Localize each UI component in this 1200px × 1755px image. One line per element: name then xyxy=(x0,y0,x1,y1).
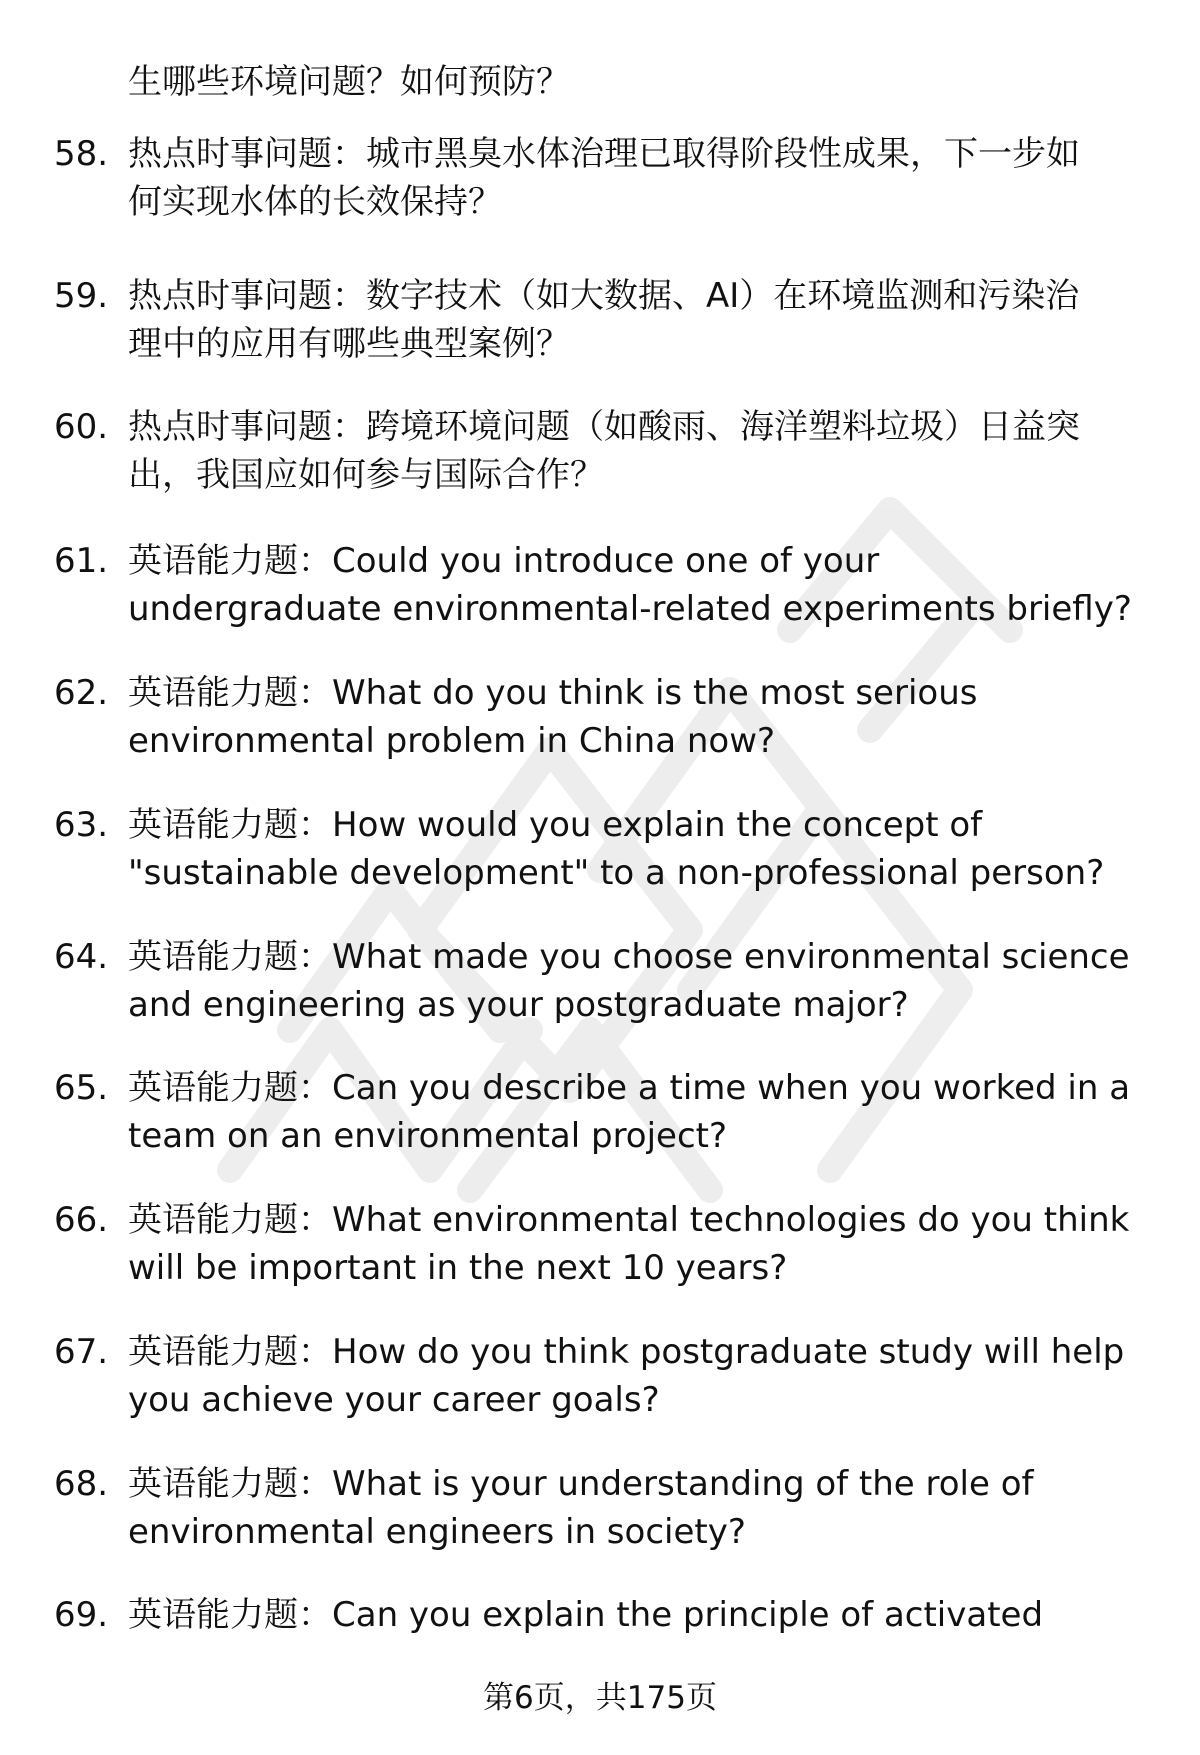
question-text xyxy=(128,669,1158,765)
question-text xyxy=(128,1064,1158,1160)
question-number: 59. xyxy=(54,276,109,316)
question-line: you achieve your career goals? xyxy=(128,1380,660,1420)
question-line: 英语能力题：Could you introduce one of your xyxy=(128,541,880,581)
question-line: environmental engineers in society? xyxy=(128,1512,746,1552)
question-number: 63. xyxy=(54,805,109,845)
question-text xyxy=(128,1196,1158,1292)
question-number: 61. xyxy=(54,541,109,581)
question-line: 英语能力题：Can you explain the principle of activated xyxy=(128,1595,1044,1635)
question-number: 58. xyxy=(54,134,109,174)
question-line: 英语能力题：What is your understanding of the role of xyxy=(128,1464,1034,1504)
question-text xyxy=(128,933,1158,1029)
question-line: and engineering as your postgraduate major? xyxy=(128,985,909,1025)
question-text xyxy=(128,537,1158,633)
question-number: 66. xyxy=(54,1200,109,1240)
question-text xyxy=(128,130,1158,226)
question-number: 69. xyxy=(54,1595,109,1635)
question-text xyxy=(128,1591,1158,1639)
question-line: 英语能力题：How do you think postgraduate study will help xyxy=(128,1332,1125,1372)
question-line: 热点时事问题：数字技术（如大数据、AI）在环境监测和污染治 xyxy=(128,276,1080,316)
question-number: 65. xyxy=(54,1068,109,1108)
question-line: 英语能力题：What made you choose environmental science xyxy=(128,937,1130,977)
question-line: 理中的应用有哪些典型案例？ xyxy=(128,324,570,364)
question-number: 67. xyxy=(54,1332,109,1372)
question-line: 热点时事问题：城市黑臭水体治理已取得阶段性成果，下一步如 xyxy=(128,134,1080,174)
question-line: environmental problem in China now? xyxy=(128,721,776,761)
question-number: 64. xyxy=(54,937,109,977)
question-line: will be important in the next 10 years? xyxy=(128,1248,788,1288)
question-number: 68. xyxy=(54,1464,109,1504)
continuation-line: 生哪些环境问题？如何预防？ xyxy=(128,62,570,102)
question-text xyxy=(128,1328,1158,1424)
question-line: 热点时事问题：跨境环境问题（如酸雨、海洋塑料垃圾）日益突 xyxy=(128,407,1080,447)
question-line: 英语能力题：What do you think is the most serious xyxy=(128,673,978,713)
question-text xyxy=(128,801,1158,897)
question-number: 60. xyxy=(54,407,109,447)
question-line: 英语能力题：How would you explain the concept of xyxy=(128,805,983,845)
question-line: 何实现水体的长效保持？ xyxy=(128,182,502,222)
question-line: 英语能力题：What environmental technologies do you think xyxy=(128,1200,1130,1240)
question-line: 英语能力题：Can you describe a time when you worked in a xyxy=(128,1068,1131,1108)
question-line: 出，我国应如何参与国际合作？ xyxy=(128,455,604,495)
question-text xyxy=(128,403,1158,499)
question-text xyxy=(128,272,1158,368)
question-text xyxy=(128,1460,1158,1556)
question-number: 62. xyxy=(54,673,109,713)
question-line: team on an environmental project? xyxy=(128,1116,728,1156)
question-line: undergraduate environmental-related experiments briefly? xyxy=(128,589,1132,629)
page-footer: 第6页，共175页 xyxy=(483,1680,717,1716)
question-line: "sustainable development" to a non-professional person? xyxy=(128,853,1105,893)
